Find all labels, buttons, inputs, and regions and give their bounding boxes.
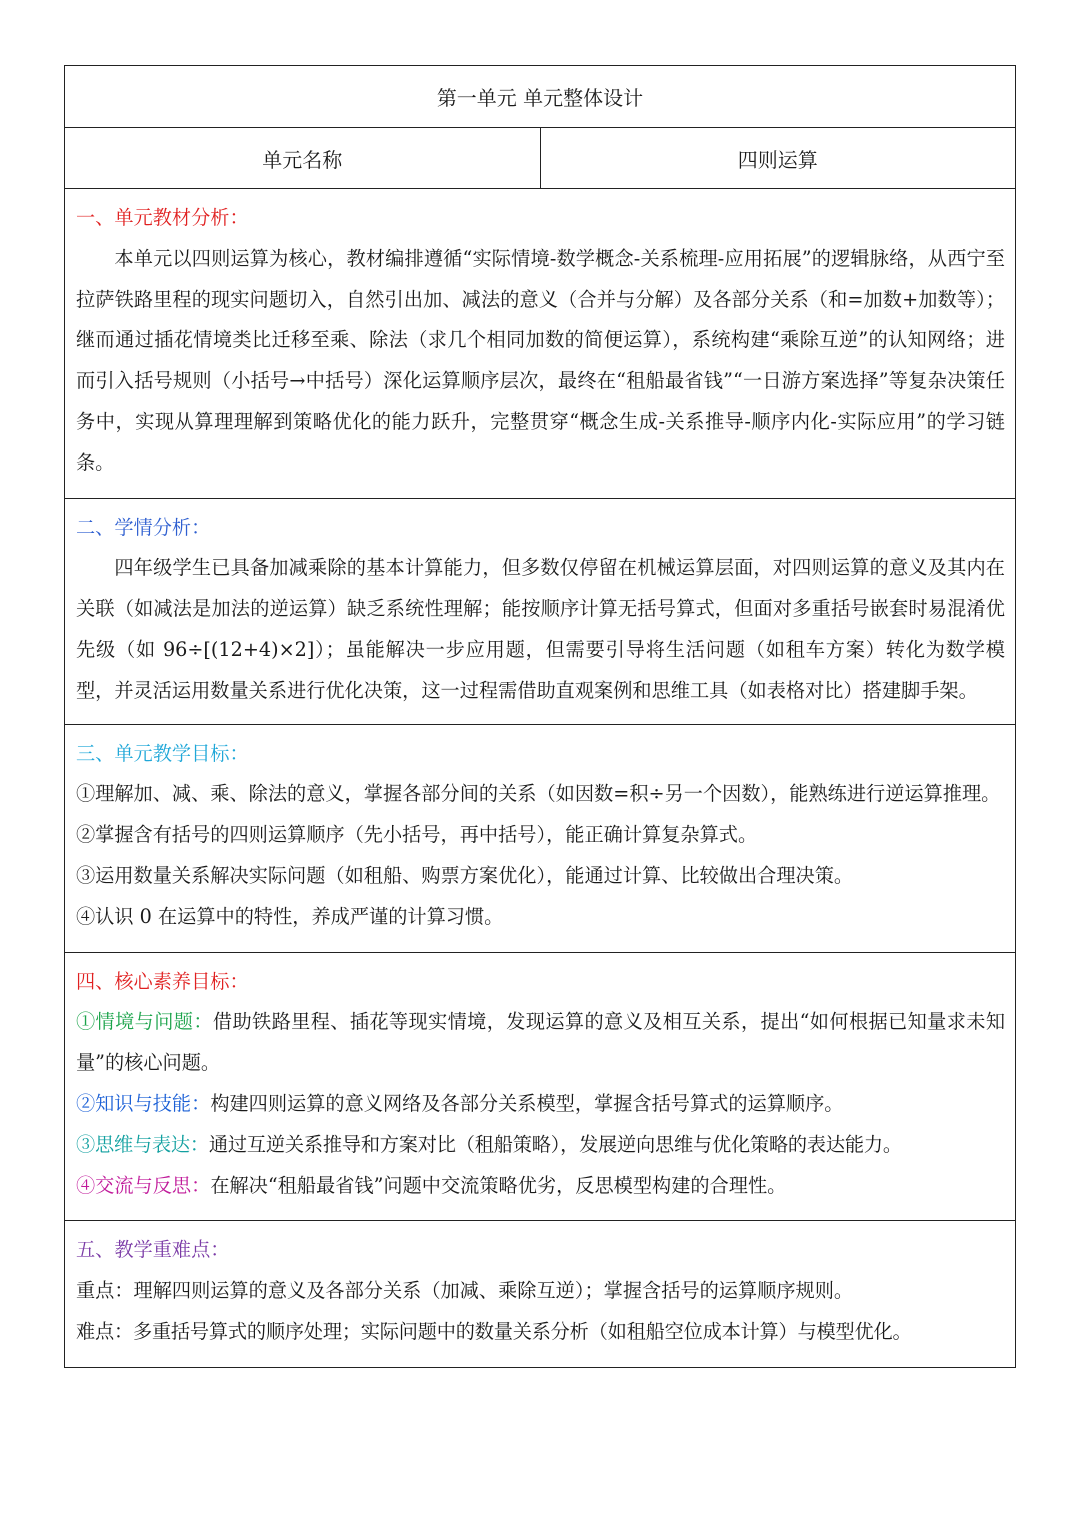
- literacy-label: ③思维与表达：: [76, 1132, 209, 1156]
- section-material-analysis: [65, 189, 1015, 499]
- unit-name-value: 四则运算: [737, 147, 818, 172]
- section-title: 一、单元教材分析：: [76, 206, 249, 229]
- section-title: 三、单元教学目标：: [76, 741, 249, 765]
- goal-item: ④认识 0 在运算中的特性，养成严谨的计算习惯。: [76, 904, 504, 928]
- literacy-text: 在解决“租船最省钱”问题中交流策略优劣，反思模型构建的合理性。: [210, 1173, 787, 1197]
- section-title: 四、核心素养目标：: [76, 969, 249, 993]
- goal-item: ①理解加、减、乘、除法的意义，掌握各部分间的关系（如因数=积÷另一个因数），能熟练进行逆运算推理。: [76, 782, 1001, 806]
- key-point: 重点：理解四则运算的意义及各部分关系（加减、乘除互逆）；掌握含括号的运算顺序规则。: [76, 1279, 854, 1303]
- difficult-point: 难点：多重括号算式的顺序处理；实际问题中的数量关系分析（如租船空位成本计算）与模型优化。: [76, 1319, 912, 1343]
- literacy-item: [76, 1125, 1005, 1166]
- literacy-label: ④交流与反思：: [76, 1173, 211, 1197]
- literacy-text: 借助铁路里程、插花等现实情境，发现运算的意义及相互关系，提出“如何根据已知量求未知量”的核心问题。: [76, 1010, 1006, 1075]
- literacy-item: [76, 1084, 1005, 1125]
- literacy-label: ②知识与技能：: [76, 1091, 211, 1115]
- goal-item: ②掌握含有括号的四则运算顺序（先小括号，再中括号），能正确计算复杂算式。: [76, 823, 758, 847]
- unit-name-label: 单元名称: [65, 128, 541, 188]
- section-title: 二、学情分析：: [76, 515, 211, 539]
- unit-name-row: [65, 128, 1015, 189]
- literacy-item: [76, 1002, 1005, 1084]
- section-title: 五、教学重难点：: [76, 1238, 230, 1262]
- section-body: 本单元以四则运算为核心，教材编排遵循“实际情境-数学概念-关系梳理-应用拓展”的逻辑脉络，从西宁至拉萨铁路里程的现实问题切入，自然引出加、减法的意义（合并与分解）及各部分关系（和=加数+加数等）；继而通过插花情境类比迁移至乘、除法（求几个相同加数的简便运算），系统构建“乘除互逆”的认知网络；进而引入括号规则（小括号→中括号）深化运算顺序层次，最终在“租船最省钱”“一日游方案选择”等复杂决策任务中，实现从算理理解到策略优化的能力跃升，完整贯穿“概念生成-关系推导-顺序内化-实际应用”的学习链条。: [76, 246, 1005, 474]
- section-student-analysis: [65, 499, 1015, 725]
- literacy-text: 通过互逆关系推导和方案对比（租船策略），发展逆向思维与优化策略的表达能力。: [208, 1132, 902, 1156]
- section-body: 四年级学生已具备加减乘除的基本计算能力，但多数仅停留在机械运算层面，对四则运算的意义及其内在关联（如减法是加法的逆运算）缺乏系统性理解；能按顺序计算无括号算式，但面对多重括号嵌套时易混淆优先级（如 96÷[(12+4)×2]）；虽能解决一步应用题，但需要引导将生活问题（如租车方案）转化为数学模型，并灵活运用数量关系进行优化决策，这一过程需借助直观案例和思维工具（如表格对比）搭建脚手架。: [76, 556, 1005, 702]
- table-title-row: [65, 66, 1015, 128]
- page-title: 第一单元 单元整体设计: [436, 86, 644, 110]
- unit-design-table: [64, 65, 1016, 1368]
- literacy-label: ①情境与问题：: [76, 1010, 213, 1034]
- literacy-text: 构建四则运算的意义网络及各部分关系模型，掌握含括号算式的运算顺序。: [210, 1091, 844, 1115]
- section-key-difficult-points: [65, 1221, 1015, 1366]
- literacy-item: [76, 1166, 1005, 1207]
- goal-item: ③运用数量关系解决实际问题（如租船、购票方案优化），能通过计算、比较做出合理决策。: [76, 863, 854, 887]
- section-core-literacy: [65, 953, 1015, 1222]
- section-teaching-goals: [65, 725, 1015, 953]
